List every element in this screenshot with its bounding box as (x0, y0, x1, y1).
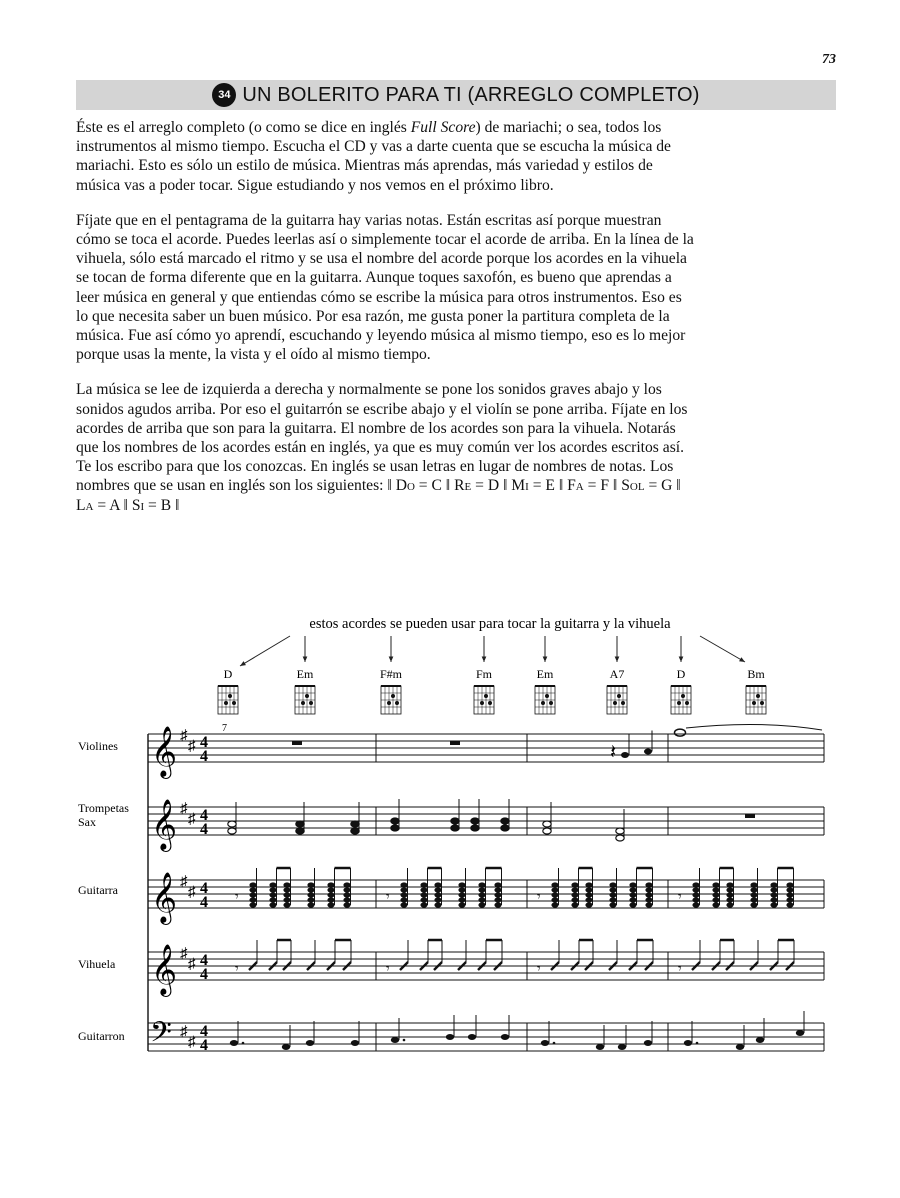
chord-name-label: A7 (609, 667, 625, 681)
eighth-rest-icon: 𝄾 (235, 962, 239, 977)
treble-clef-icon: 𝄞 (151, 873, 178, 922)
chord-note (551, 902, 558, 907)
time-signature-bottom: 4 (200, 1037, 208, 1054)
note-name-es: Si (131, 496, 145, 514)
chord-note (343, 897, 350, 902)
finger-dot (232, 701, 236, 705)
chord-note (283, 892, 290, 897)
chord-note (307, 902, 314, 907)
note-name-es: Fa (567, 477, 584, 495)
note-name-en: B (160, 496, 172, 514)
chord-note (712, 882, 719, 887)
paragraph-2: Fíjate que en el pentagrama de la guitarra hay varias notas. Están escritas así porque muestran cómo se toca el acorde. Puedes leerlas así o simplemente tocar el acorde de arriba. En la línea de la vihuela, sólo está marcado el ritmo y se usa el nombre del acorde porque los acordes en la vihuela se tocan de forma diferente que en la guitarra. Aunque toques saxofón, es bueno que aprendas a leer música en general y que entiendas cómo se escribe la música para otros instrumentos. Eso es lo que necesita saber un buen músico. Por esa razón, me gusta poner la partitura completa de la música. Fue así cómo yo aprendí, escuchando y leyendo música al mismo tiempo, eso es lo mejor porque usas la mente, la vista y el oído al mismo tiempo. (76, 211, 694, 364)
chord-note (307, 892, 314, 897)
note-name-es: Sol (621, 477, 645, 495)
chord-note (692, 897, 699, 902)
quarter-note (644, 749, 652, 755)
time-signature-top: 4 (200, 807, 208, 824)
chord-note (420, 892, 427, 897)
note-name-en: G (661, 477, 673, 495)
finger-dot (395, 701, 399, 705)
time-signature-top: 4 (200, 1023, 208, 1040)
paragraph-1-b: ) de mariachi; o sea, todos los instrumentos al mismo tiempo. Escucha el CD y vas a darte cuenta que se escucha la música de mariachi. Esto es sólo un estilo de música. Mientras más aprendas, más variedad y estilos de música vas a poder tocar. Sigue estudiando y nos vemos en el próximo libro. (76, 119, 671, 194)
chord-note (296, 828, 304, 834)
finger-dot (677, 701, 681, 705)
note-name-list: ‖ Do = C ‖ Re = D ‖ Mi = E ‖ Fa = F ‖ Sol = G ‖ La = A ‖ Si = B ‖ (76, 477, 681, 514)
chord-note (786, 882, 793, 887)
chord-note (609, 897, 616, 902)
chord-note (434, 887, 441, 892)
bass-note (282, 1044, 290, 1050)
chord-note (478, 892, 485, 897)
chord-note (458, 902, 465, 907)
finger-dot (621, 701, 625, 705)
chord-note (645, 887, 652, 892)
chord-note (351, 821, 359, 827)
chord-note (400, 902, 407, 907)
finger-dot (617, 694, 621, 698)
quarter-rest-icon: 𝄽 (610, 741, 617, 764)
chord-note (249, 882, 256, 887)
chord-note (571, 897, 578, 902)
paragraph-3-text: La música se lee de izquierda a derecha y normalmente se pone los sonidos graves abajo y los sonidos agudos arriba. Por eso el guitarrón se escribe abajo y el violín se pone arriba. Fíjate en los acordes de arriba que son para la guitarra. El nombre de los acordes son para la vihuela. Notarás que los nombres de los acordes están en inglés, ya que es muy común ver los acordes escritos así. Te los escribo para que los conozcas. En inglés se usan letras en lugar de nombres de notas. Los nombres que se usan en inglés son los siguientes: (76, 381, 688, 495)
chord-note (494, 887, 501, 892)
chord-note (712, 887, 719, 892)
chord-note (585, 892, 592, 897)
chord-note (551, 887, 558, 892)
paragraph-1 (76, 118, 696, 195)
chord-note (434, 902, 441, 907)
arrow-head-icon (482, 656, 487, 662)
time-signature-top: 4 (200, 880, 208, 897)
finger-dot (480, 701, 484, 705)
finger-dot (301, 701, 305, 705)
whole-rest-icon (292, 741, 302, 745)
chord-name-label: Fm (475, 667, 493, 681)
chord-note (494, 902, 501, 907)
eighth-rest-icon: 𝄾 (537, 890, 541, 905)
chord-note (629, 882, 636, 887)
treble-clef-icon: 𝄞 (151, 800, 178, 849)
bass-note (351, 1040, 359, 1046)
whole-rest-icon (745, 814, 755, 818)
arrow-head-icon (240, 661, 246, 666)
eighth-rest-icon: 𝄾 (386, 890, 390, 905)
chord-note (458, 897, 465, 902)
sharp-icon: ♯ (180, 728, 188, 744)
bass-note (391, 1037, 399, 1043)
bass-note (230, 1040, 238, 1046)
chord-note (269, 887, 276, 892)
chord-note (726, 892, 733, 897)
chord-note (420, 897, 427, 902)
chord-note (228, 828, 236, 834)
finger-dot (228, 694, 232, 698)
chord-note (327, 892, 334, 897)
chord-note (786, 892, 793, 897)
arrow-head-icon (303, 656, 308, 662)
note-name-es: Do (395, 477, 415, 495)
finger-dot (309, 701, 313, 705)
bass-note (541, 1040, 549, 1046)
instrument-violines: Violines (78, 739, 118, 753)
time-signature-bottom: 4 (200, 748, 208, 765)
bass-note (796, 1030, 804, 1036)
title-bar (76, 80, 836, 110)
chord-note (249, 897, 256, 902)
instrument-guitarra: Guitarra (78, 883, 118, 897)
bass-note (736, 1044, 744, 1050)
quarter-note (621, 752, 629, 758)
sharp-icon: ♯ (188, 956, 196, 973)
chord-note (712, 897, 719, 902)
chord-note (692, 882, 699, 887)
time-signature-bottom: 4 (200, 821, 208, 838)
chord-note (269, 902, 276, 907)
chord-note (307, 897, 314, 902)
chord-note (712, 892, 719, 897)
chord-note (327, 887, 334, 892)
chord-note (391, 825, 399, 831)
eighth-rest-icon: 𝄾 (386, 962, 390, 977)
chord-note (750, 882, 757, 887)
chord-note (400, 892, 407, 897)
chord-note (458, 882, 465, 887)
chord-note (434, 892, 441, 897)
note-name-es: Re (454, 477, 472, 495)
sharp-icon: ♯ (180, 801, 188, 817)
time-signature-bottom: 4 (200, 894, 208, 911)
paragraph-3 (76, 380, 696, 514)
chord-note (478, 882, 485, 887)
treble-clef-icon: 𝄞 (151, 945, 178, 994)
chord-note (343, 892, 350, 897)
note-name-en: A (109, 496, 120, 514)
chord-note (543, 828, 551, 834)
chord-note (327, 882, 334, 887)
chord-note (750, 902, 757, 907)
finger-dot (613, 701, 617, 705)
finger-dot (484, 694, 488, 698)
chord-note (327, 902, 334, 907)
music-score (0, 600, 900, 1080)
chord-note (543, 821, 551, 827)
chord-note (645, 882, 652, 887)
finger-dot (756, 694, 760, 698)
finger-dot (541, 701, 545, 705)
dot (553, 1042, 556, 1045)
chord-note (750, 892, 757, 897)
whole-rest-icon (450, 741, 460, 745)
page-title: UN BOLERITO PARA TI (ARREGLO COMPLETO) (242, 83, 700, 106)
chord-note (571, 882, 578, 887)
body-text (76, 118, 696, 531)
finger-dot (488, 701, 492, 705)
chord-note (494, 892, 501, 897)
chord-note (283, 897, 290, 902)
chord-note (400, 887, 407, 892)
chord-annotation: estos acordes se pueden usar para tocar la guitarra y la vihuela (309, 616, 671, 632)
eighth-rest-icon: 𝄾 (537, 962, 541, 977)
chord-note (712, 902, 719, 907)
chord-note (458, 887, 465, 892)
dot (242, 1042, 245, 1045)
instrument-trompetas: Trompetas (78, 801, 129, 815)
chord-name-label: D (676, 667, 686, 681)
chord-note (283, 887, 290, 892)
chord-note (726, 882, 733, 887)
dot (403, 1039, 406, 1042)
chord-note (494, 882, 501, 887)
chord-note (770, 902, 777, 907)
chord-note (501, 818, 509, 824)
chord-name-label: F#m (379, 667, 403, 681)
chord-note (786, 897, 793, 902)
page-number: 73 (822, 52, 836, 67)
chord-note (351, 828, 359, 834)
note-name-es: Mi (511, 477, 529, 495)
chord-note (420, 887, 427, 892)
arrow-line (240, 636, 290, 666)
chord-note (629, 887, 636, 892)
bass-note (306, 1040, 314, 1046)
chord-note (400, 882, 407, 887)
arrow-head-icon (679, 656, 684, 662)
note-name-en: E (545, 477, 555, 495)
chord-note (269, 897, 276, 902)
finger-dot (760, 701, 764, 705)
note-name-en: F (600, 477, 610, 495)
chord-note (609, 882, 616, 887)
bass-note (644, 1040, 652, 1046)
chord-note (585, 882, 592, 887)
chord-note (629, 892, 636, 897)
chord-note (770, 887, 777, 892)
chord-note (609, 902, 616, 907)
note-name-es: La (76, 496, 94, 514)
chord-note (645, 902, 652, 907)
chord-note (692, 902, 699, 907)
arrow-line (700, 636, 745, 662)
chord-note (307, 882, 314, 887)
chord-note (343, 902, 350, 907)
finger-dot (685, 701, 689, 705)
finger-dot (224, 701, 228, 705)
bass-clef-icon: 𝄢 (150, 1018, 172, 1055)
chord-note (770, 882, 777, 887)
instrument-guitarron: Guitarron (78, 1029, 125, 1043)
chord-note (249, 892, 256, 897)
chord-note (692, 892, 699, 897)
chord-note (616, 828, 624, 834)
chord-note (343, 882, 350, 887)
chord-name-label: Bm (747, 667, 765, 681)
chord-note (478, 902, 485, 907)
bass-note (446, 1034, 454, 1040)
treble-clef-icon: 𝄞 (151, 727, 178, 776)
chord-name-label: Em (296, 667, 314, 681)
finger-dot (545, 694, 549, 698)
chord-note (551, 892, 558, 897)
chord-note (228, 821, 236, 827)
sharp-icon: ♯ (180, 946, 188, 962)
chord-note (585, 887, 592, 892)
arrow-head-icon (543, 656, 548, 662)
chord-note (249, 902, 256, 907)
instrument-sax: Sax (78, 815, 96, 829)
chord-note (645, 897, 652, 902)
measure-number: 7 (222, 723, 227, 734)
chord-note (343, 887, 350, 892)
chord-note (420, 902, 427, 907)
chord-note (283, 902, 290, 907)
track-badge: 34 (212, 83, 236, 107)
chord-note (269, 882, 276, 887)
chord-note (629, 902, 636, 907)
chord-note (750, 887, 757, 892)
eighth-rest-icon: 𝄾 (678, 962, 682, 977)
chord-note (478, 887, 485, 892)
chord-note (571, 902, 578, 907)
chord-note (786, 902, 793, 907)
finger-dot (387, 701, 391, 705)
finger-dot (391, 694, 395, 698)
finger-dot (681, 694, 685, 698)
chord-note (451, 825, 459, 831)
chord-note (726, 887, 733, 892)
bass-note (684, 1040, 692, 1046)
chord-name-label: Em (536, 667, 554, 681)
chord-note (692, 887, 699, 892)
sharp-icon: ♯ (188, 811, 196, 828)
chord-note (750, 897, 757, 902)
bass-note (468, 1034, 476, 1040)
finger-dot (752, 701, 756, 705)
chord-note (571, 887, 578, 892)
chord-note (391, 818, 399, 824)
chord-note (434, 882, 441, 887)
sharp-icon: ♯ (188, 1034, 196, 1051)
chord-note (471, 818, 479, 824)
chord-note (645, 892, 652, 897)
sharp-icon: ♯ (180, 1024, 188, 1040)
chord-note (585, 897, 592, 902)
chord-note (616, 835, 624, 841)
chord-note (551, 897, 558, 902)
instrument-vihuela: Vihuela (78, 957, 116, 971)
arrow-head-icon (389, 656, 394, 662)
chord-name-label: D (223, 667, 233, 681)
chord-note (585, 902, 592, 907)
dot (696, 1042, 699, 1045)
chord-note (458, 892, 465, 897)
arrow-head-icon (615, 656, 620, 662)
chord-note (726, 897, 733, 902)
chord-note (609, 892, 616, 897)
finger-dot (305, 694, 309, 698)
chord-note (283, 882, 290, 887)
bass-note (756, 1037, 764, 1043)
chord-note (420, 882, 427, 887)
paragraph-1-a: Éste es el arreglo completo (o como se dice en inglés (76, 119, 411, 136)
chord-note (400, 897, 407, 902)
chord-note (770, 892, 777, 897)
time-signature-bottom: 4 (200, 966, 208, 983)
chord-note (770, 897, 777, 902)
chord-note (249, 887, 256, 892)
chord-note (501, 825, 509, 831)
bass-note (501, 1034, 509, 1040)
note-name-en: C (431, 477, 442, 495)
time-signature-top: 4 (200, 952, 208, 969)
chord-note (726, 902, 733, 907)
eighth-rest-icon: 𝄾 (678, 890, 682, 905)
chord-note (296, 821, 304, 827)
chord-note (786, 887, 793, 892)
full-score-term: Full Score (410, 119, 476, 136)
chord-note (571, 892, 578, 897)
sharp-icon: ♯ (188, 884, 196, 901)
chord-note (327, 897, 334, 902)
bass-note (596, 1044, 604, 1050)
chord-note (451, 818, 459, 824)
eighth-rest-icon: 𝄾 (235, 890, 239, 905)
chord-note (434, 897, 441, 902)
whole-note (675, 729, 686, 736)
note-name-en: D (487, 477, 500, 495)
time-signature-top: 4 (200, 734, 208, 751)
chord-note (307, 887, 314, 892)
chord-note (609, 887, 616, 892)
bass-note (618, 1044, 626, 1050)
chord-note (478, 897, 485, 902)
sharp-icon: ♯ (180, 874, 188, 890)
chord-note (629, 897, 636, 902)
chord-note (269, 892, 276, 897)
tie-arc (686, 724, 822, 730)
chord-note (551, 882, 558, 887)
finger-dot (549, 701, 553, 705)
chord-note (471, 825, 479, 831)
chord-note (494, 897, 501, 902)
sharp-icon: ♯ (188, 738, 196, 755)
